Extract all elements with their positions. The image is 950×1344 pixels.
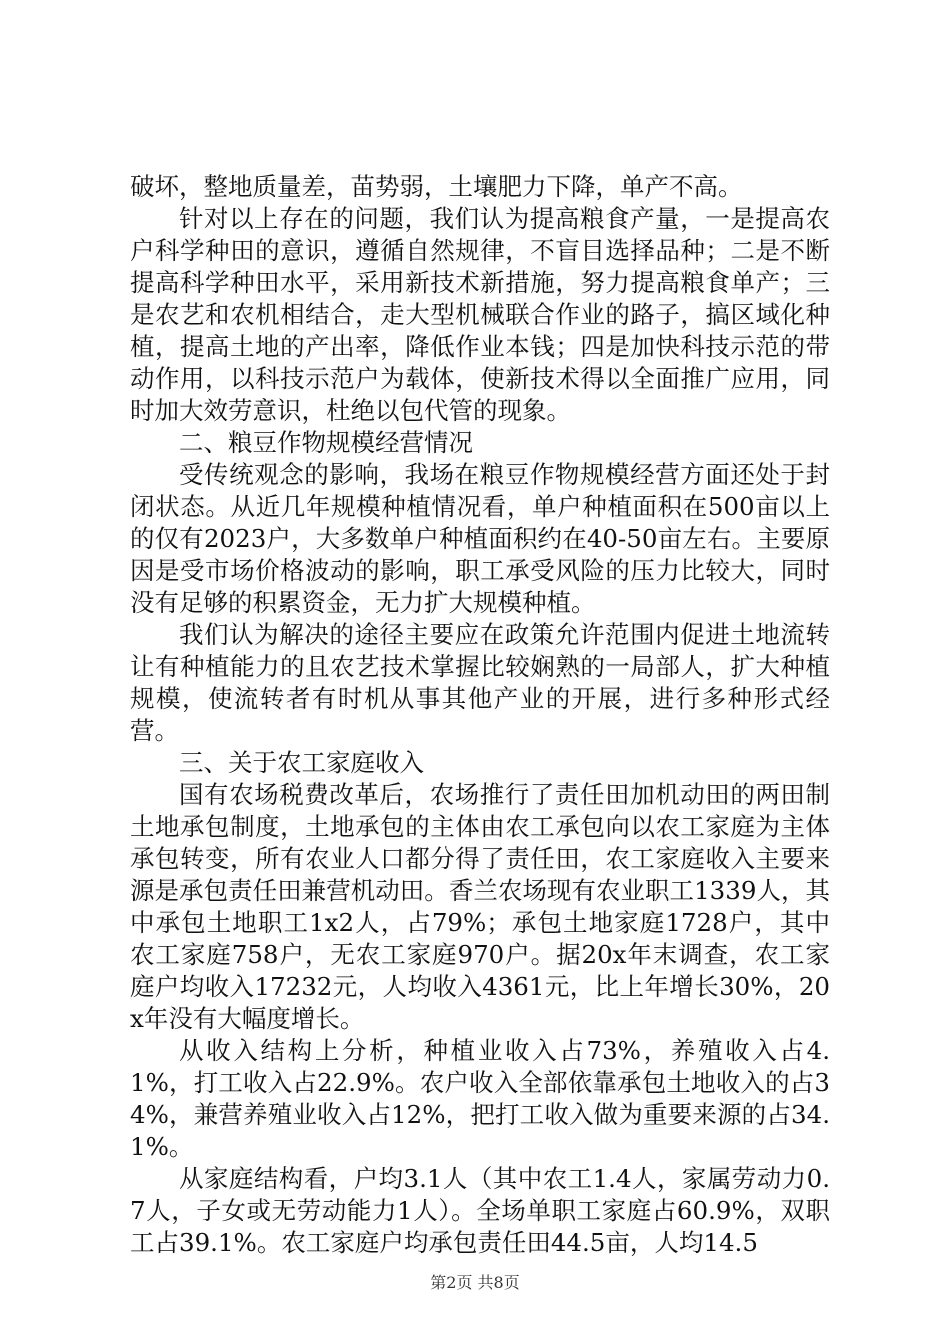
paragraph-3: 受传统观念的影响，我场在粮豆作物规模经营方面还处于封闭状态。从近几年规模种植情况看，单户种植面积在500亩以上的仅有2023户，大多数单户种植面积约在40-50亩左右。主要原因是受市场价格波动的影响，职工承受风险的压力比较大，同时没有足够的积累资金，无力扩大规模种植。 — [130, 460, 830, 617]
paragraph-5: 国有农场税费改革后，农场推行了责任田加机动田的两田制土地承包制度，土地承包的主体由农工承包向以农工家庭为主体承包转变，所有农业人口都分得了责任田，农工家庭收入主要来源是承包责任田兼营机动田。香兰农场现有农业职工1339人，其中承包土地职工1x2人，占79%；承包土地家庭1728户，其中农工家庭758户，无农工家庭970户。据20x年末调查，农工家庭户均收入17232元，人均收入4361元，比上年增长30%，20x年没有大幅度增长。 — [130, 780, 830, 1033]
section-heading-3: 三、关于农工家庭收入 — [179, 748, 424, 777]
paragraph-6: 从收入结构上分析，种植业收入占73%，养殖收入占4.1%，打工收入占22.9%。农户收入全部依靠承包土地收入的占34%，兼营养殖业收入占12%，把打工收入做为重要来源的占34.1%。 — [130, 1036, 830, 1161]
paragraph-2: 针对以上存在的问题，我们认为提高粮食产量，一是提高农户科学种田的意识，遵循自然规律，不盲目选择品种；二是不断提高科学种田水平，采用新技术新措施，努力提高粮食单产；三是农艺和农机相结合，走大型机械联合作业的路子，搞区域化种植，提高土地的产出率，降低作业本钱；四是加快科技示范的带动作用，以科技示范户为载体，使新技术得以全面推广应用，同时加大效劳意识，杜绝以包代管的现象。 — [130, 204, 830, 425]
document-body — [130, 171, 830, 1259]
paragraph-7: 从家庭结构看，户均3.1人（其中农工1.4人，家属劳动力0.7人，子女或无劳动能力1人）。全场单职工家庭占60.9%，双职工占39.1%。农工家庭户均承包责任田44.5亩，人均14.5 — [130, 1164, 830, 1257]
section-heading-2: 二、粮豆作物规模经营情况 — [179, 428, 473, 457]
paragraph-4: 我们认为解决的途径主要应在政策允许范围内促进土地流转让有种植能力的且农艺技术掌握比较娴熟的一局部人，扩大种植规模，使流转者有时机从事其他产业的开展，进行多种形式经营。 — [130, 620, 830, 745]
paragraph-1: 破坏，整地质量差，苗势弱，土壤肥力下降，单产不高。 — [130, 172, 743, 201]
page-number-footer: 第2页 共8页 — [430, 1273, 520, 1292]
